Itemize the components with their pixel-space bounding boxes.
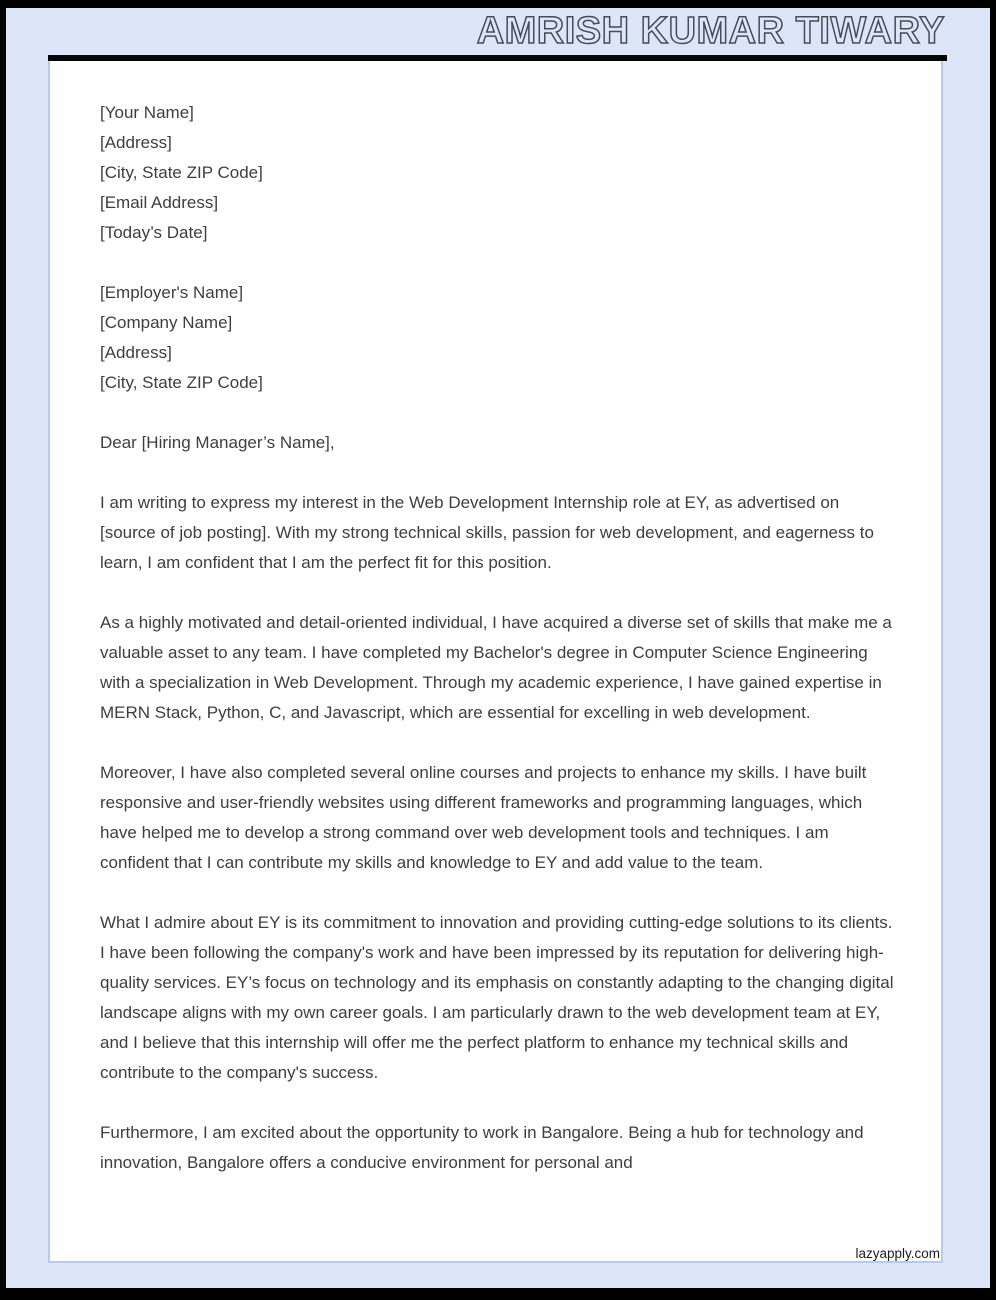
recipient-block [100,278,895,398]
header-divider [48,55,947,61]
letter-paragraph: What I admire about EY is its commitment to innovation and providing cutting-edge solutions to its clients. I have been following the company's work and have been impressed by its reputation for delivering high-quality services. EY’s focus on technology and its emphasis on constantly adapting to the changing digital landscape aligns with my own career goals. I am particularly drawn to the web development team at EY, and I believe that this internship will offer me the perfect platform to enhance my technical skills and contribute to the company's success. [100,913,894,1082]
watermark: lazyapply.com [855,1246,940,1261]
recipient-line: [Employer's Name] [100,283,244,302]
page-title: AMRISH KUMAR TIWARY [476,10,945,52]
sender-line: [Email Address] [100,193,219,212]
letter-paragraph: Moreover, I have also completed several online courses and projects to enhance my skills. I have built responsive and user-friendly websites using different frameworks and programming languages, which have helped me to develop a strong command over web development tools and techniques. I am confident that I can contribute my skills and knowledge to EY and add value to the team. [100,763,867,872]
sender-line: [Today’s Date] [100,223,208,242]
sender-block [100,98,895,248]
sender-line: [Address] [100,133,172,152]
sender-line: [City, State ZIP Code] [100,163,263,182]
letter-paragraph: As a highly motivated and detail-oriented individual, I have acquired a diverse set of skills that make me a valuable asset to any team. I have completed my Bachelor's degree in Computer Science Engineering with a specialization in Web Development. Through my academic experience, I have gained expertise in MERN Stack, Python, C, and Javascript, which are essential for excelling in web development. [100,613,892,722]
sender-line: [Your Name] [100,103,194,122]
recipient-line: [City, State ZIP Code] [100,373,263,392]
letter-paragraph: Furthermore, I am excited about the opportunity to work in Bangalore. Being a hub for technology and innovation, Bangalore offers a conducive environment for personal and [100,1123,864,1172]
recipient-line: [Company Name] [100,313,233,332]
recipient-line: [Address] [100,343,172,362]
letter-body [100,98,895,1178]
letter-paragraph: I am writing to express my interest in the Web Development Internship role at EY, as advertised on [source of job posting]. With my strong technical skills, passion for web development, and eagerness to learn, I am confident that I am the perfect fit for this position. [100,493,874,572]
salutation: Dear [Hiring Manager’s Name], [100,433,335,452]
